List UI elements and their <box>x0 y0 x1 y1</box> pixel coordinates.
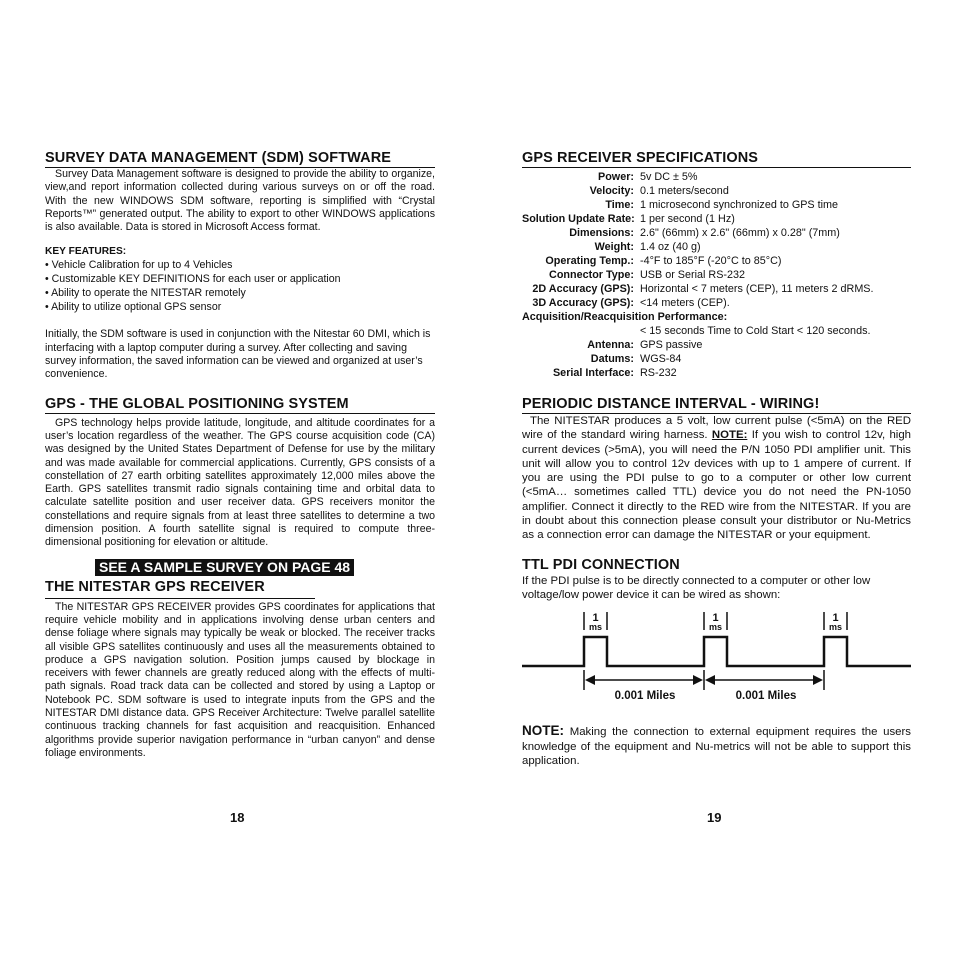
spec-value: 5v DC ± 5% <box>640 171 698 183</box>
spec-label: Antenna: <box>587 339 634 351</box>
gps-body: GPS technology helps provide latitude, longitude, and altitude coordinates for a user’s location regardless of the weather. The GPS course acquisition code (CA) was designed by the United States Department of Defense for use by the military and was made available for commercial applications. Currently, GPS consists of a constellation of 27 earth orbiting satellites approximately 12,000 miles above the Earth. GPS satellites transmit radio signals containing time and orbital data to calculate satellite position and user receiver data. GPS receivers monitor the constellations and require signals from at least three satellites to determine a two dimension position. A fourth satellite signal is required to compute three-dimensional positioning for elevation or altitude. <box>45 416 435 549</box>
pdi-note-label: NOTE: <box>711 429 748 442</box>
specs-table <box>522 170 911 380</box>
spec-value: USB or Serial RS-232 <box>640 269 746 281</box>
feature-item: • Ability to operate the NITESTAR remotely <box>45 286 435 300</box>
spec-acq-label: Acquisition/Reacquisition Performance: <box>522 311 728 323</box>
distance-markers <box>584 670 824 702</box>
spec-value: 1 microsecond synchronized to GPS time <box>640 199 839 211</box>
spec-row <box>522 240 911 254</box>
spec-label: Datums: <box>590 353 634 365</box>
arrowhead-right <box>693 675 703 685</box>
sdm-body: Initially, the SDM software is used in conjunction with the Nitestar 60 DMI, which is interfacing with a laptop computer during a survey. After collecting and saving survey information, the saved information can be viewed and organized at user’s convenience. <box>45 328 431 381</box>
pulse-width-number: 1 <box>592 612 599 625</box>
spec-row <box>522 184 911 198</box>
receiver-body: The NITESTAR GPS RECEIVER provides GPS coordinates for applications that require vehicle mobility and in applications involving dense urban centers and dense foliage where signals may typically be weak or blocked. The receiver tracks all visible GPS satellites continuously and uses all the measurements obtained to produce a GPS navigation solution. Position jumps caused by blockage in receivers with fewer channels are greatly reduced along with the effects of multi-path signals. Road track data can be collected and stored by using a Laptop or Notebook PC. SDM software is used to integrate inputs from the GPS and the NITESTAR DMI distance data. GPS Receiver Architecture: Twelve parallel satellite continuous tracking channels for fast acquisition and reacquisition. Enhanced algorithms provide superior navigation performance in “urban canyon” and dense foliage environments. <box>45 600 435 759</box>
spec-label: Weight: <box>594 241 634 253</box>
spec-label: 2D Accuracy (GPS): <box>532 283 634 295</box>
feature-item: • Vehicle Calibration for up to 4 Vehicles <box>45 258 435 272</box>
arrowhead-left <box>585 675 595 685</box>
pdi-heading: PERIODIC DISTANCE INTERVAL - WIRING! <box>522 396 911 414</box>
spec-label: Operating Temp.: <box>545 255 634 267</box>
pdi-body <box>522 414 911 543</box>
feature-item: • Ability to utilize optional GPS sensor <box>45 300 435 314</box>
spec-value: <14 meters (CEP). <box>640 297 730 309</box>
pulse-width-markers <box>584 612 847 632</box>
spec-value: RS-232 <box>640 367 677 379</box>
receiver-heading: THE NITESTAR GPS RECEIVER <box>45 578 265 595</box>
page-number-left: 18 <box>230 810 245 825</box>
banner-row <box>45 559 435 577</box>
pdi-text-b: If you wish to control 12v, high current devices (>5mA), you will need the P/N 1050 PDI amplifier unit. This unit will allow you to control 12v devices with up to 1 ampere of current. If you are using the PDI pulse to go to a computer or other low current (<5mA… sometimes called TTL) device you do not need the PN-1050 amplifier. Connect it directly to the RED wire from the NITESTAR. If you are in doubt about this connection please consult your distributor or Nu-Metrics as a connection error can damage the NITESTAR or your equipment. <box>522 429 911 542</box>
key-features-heading: KEY FEATURES: <box>45 246 127 258</box>
spec-row <box>522 268 911 282</box>
note-paragraph <box>522 724 911 768</box>
ttl-body: If the PDI pulse is to be directly connected to a computer or other low voltage/low power device it can be wired as shown: <box>522 574 871 601</box>
spec-label: Serial Interface: <box>552 367 634 379</box>
spec-label: Velocity: <box>589 185 634 197</box>
spec-label: Time: <box>605 199 634 211</box>
pulse-line <box>522 637 911 666</box>
pdi-text-a: The NITESTAR produces a 5 volt, low current pulse (<5mA) on the RED wire of the standard wiring harness. <box>522 415 911 442</box>
spec-value: 1 per second (1 Hz) <box>640 213 735 225</box>
pulse-width-unit: ms <box>828 622 843 633</box>
spec-row <box>522 212 911 226</box>
receiver-rule <box>45 598 315 599</box>
spec-row <box>522 352 911 366</box>
note-text: Making the connection to external equipment requires the users knowledge of the equipment and Nu-metrics will not be able to support this application. <box>522 726 911 767</box>
spec-label: Solution Update Rate: <box>522 213 635 225</box>
spec-value: 1.4 oz (40 g) <box>640 241 701 253</box>
spec-row <box>522 338 911 352</box>
distance-label: 0.001 Miles <box>614 690 676 703</box>
left-page <box>45 150 435 760</box>
gps-heading: GPS - THE GLOBAL POSITIONING SYSTEM <box>45 396 435 414</box>
sdm-intro: Survey Data Management software is designed to provide the ability to organize, view,and report information collected during various surveys on or off the road. With the new WINDOWS SDM software, reporting is simplified with “Crystal Reports™” generated output. The ability to export to other WINDOWS applications is also available. Data is stored in Microsoft Access format. <box>45 168 435 234</box>
feature-item: • Customizable KEY DEFINITIONS for each user or application <box>45 272 435 286</box>
spec-row <box>522 254 911 268</box>
spec-row <box>522 226 911 240</box>
pulse-waveform <box>522 637 911 666</box>
note-label: NOTE: <box>522 723 564 739</box>
specs-heading: GPS RECEIVER SPECIFICATIONS <box>522 150 911 168</box>
pdi-pulse-diagram <box>522 608 911 718</box>
spec-value: 2.6" (66mm) x 2.6" (66mm) x 0.28" (7mm) <box>640 227 840 239</box>
spec-value: GPS passive <box>640 339 703 351</box>
spec-value: -4°F to 185°F (-20°C to 85°C) <box>640 255 782 267</box>
pulse-width-number: 1 <box>712 612 719 625</box>
pulse-width-unit: ms <box>588 622 603 633</box>
spec-acq-value: < 15 seconds Time to Cold Start < 120 seconds. <box>640 325 871 337</box>
pulse-width-unit: ms <box>708 622 723 633</box>
ttl-heading: TTL PDI CONNECTION <box>522 556 680 573</box>
pulse-width-number: 1 <box>832 612 839 625</box>
spec-row <box>522 296 911 310</box>
spec-value: WGS-84 <box>640 353 682 365</box>
sdm-heading: SURVEY DATA MANAGEMENT (SDM) SOFTWARE <box>45 150 435 168</box>
spec-label: Power: <box>598 171 634 183</box>
key-features-list <box>45 258 435 314</box>
spec-row <box>522 282 911 296</box>
spec-row <box>522 170 911 184</box>
spec-row <box>522 198 911 212</box>
spec-label: Connector Type: <box>549 269 634 281</box>
arrowhead-left <box>705 675 715 685</box>
right-page <box>522 150 911 768</box>
arrowhead-right <box>813 675 823 685</box>
spec-label: Dimensions: <box>569 227 634 239</box>
spec-value: Horizontal < 7 meters (CEP), 11 meters 2 dRMS. <box>640 283 874 295</box>
page-number-right: 19 <box>707 810 722 825</box>
spec-label: 3D Accuracy (GPS): <box>532 297 634 309</box>
spec-value: 0.1 meters/second <box>640 185 729 197</box>
distance-label: 0.001 Miles <box>735 690 797 703</box>
sample-survey-banner: SEE A SAMPLE SURVEY ON PAGE 48 <box>95 559 354 576</box>
spec-row <box>522 366 911 380</box>
